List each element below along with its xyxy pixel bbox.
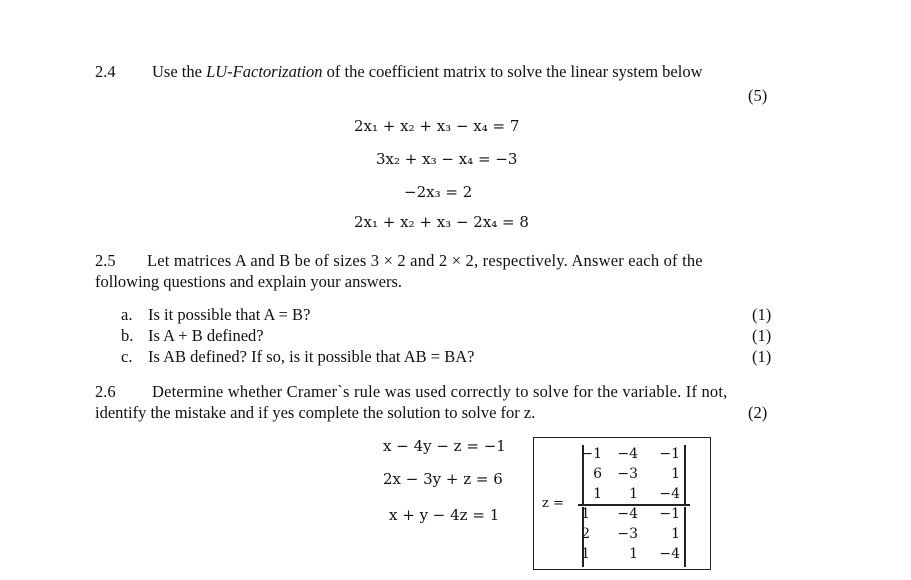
den-cell-1-2: −4 <box>617 506 638 522</box>
q26-system-1: x − 4y − z = −1 <box>383 437 506 455</box>
num-cell-1-2: −4 <box>617 446 638 462</box>
num-cell-1-1: −1 <box>581 446 602 462</box>
den-cell-1-1: 1 <box>581 506 590 522</box>
cramer-box <box>533 437 711 570</box>
den-cell-2-1: 2 <box>581 526 590 542</box>
den-cell-2-3: 1 <box>671 526 680 542</box>
den-cell-1-3: −1 <box>659 506 680 522</box>
q26-number: 2.6 <box>95 382 116 401</box>
numerator-right-bar <box>684 445 686 505</box>
q26-line-1: Determine whether Cramer`s rule was used correctly to solve for the variable. If not, <box>152 382 728 401</box>
num-cell-3-3: −4 <box>659 486 680 502</box>
num-cell-2-1: 6 <box>593 466 602 482</box>
q24-number: 2.4 <box>95 62 116 81</box>
q25-line-2: following questions and explain your answers. <box>95 272 403 291</box>
num-cell-1-3: −1 <box>659 446 680 462</box>
q26-marks: (2) <box>748 403 768 422</box>
den-cell-3-3: −4 <box>659 546 680 562</box>
q25-item-b-marks: (1) <box>752 326 772 345</box>
q25-item-a-label: a. <box>121 305 133 324</box>
num-cell-3-2: 1 <box>629 486 638 502</box>
q24-prompt <box>152 62 703 82</box>
q26-system-3: x + y − 4z = 1 <box>389 506 500 524</box>
z-label: z = <box>542 496 564 511</box>
q26-line-2: identify the mistake and if yes complete the solution to solve for z. <box>95 403 536 422</box>
num-cell-2-2: −3 <box>617 466 638 482</box>
q24-text-after: of the coefficient matrix to solve the linear system below <box>322 62 703 81</box>
q25-item-c-label: c. <box>121 347 133 366</box>
denominator-right-bar <box>684 507 686 567</box>
q24-equation-2: 3x₂ + x₃ − x₄ = −3 <box>376 150 518 168</box>
q24-marks: (5) <box>748 86 768 105</box>
num-cell-3-1: 1 <box>593 486 602 502</box>
q24-equation-4: 2x₁ + x₂ + x₃ − 2x₄ = 8 <box>354 213 529 231</box>
q25-item-b-label: b. <box>121 326 134 345</box>
q25-line-1: Let matrices A and B be of sizes 3 × 2 and 2 × 2, respectively. Answer each of the <box>147 251 703 270</box>
den-cell-3-2: 1 <box>629 546 638 562</box>
den-cell-2-2: −3 <box>617 526 638 542</box>
q25-item-c-marks: (1) <box>752 347 772 366</box>
q25-item-a-text: Is it possible that A = B? <box>148 305 311 324</box>
q25-item-c-text: Is AB defined? If so, is it possible that AB = BA? <box>148 347 475 366</box>
q24-text-italic: LU-Factorization <box>206 62 323 81</box>
q24-equation-3: −2x₃ = 2 <box>404 183 473 201</box>
den-cell-3-1: 1 <box>581 546 590 562</box>
q24-text-before: Use the <box>152 62 207 81</box>
q25-item-a-marks: (1) <box>752 305 772 324</box>
q25-item-b-text: Is A + B defined? <box>148 326 264 345</box>
q25-number: 2.5 <box>95 251 116 270</box>
q26-system-2: 2x − 3y + z = 6 <box>383 470 503 488</box>
num-cell-2-3: 1 <box>671 466 680 482</box>
q24-equation-1: 2x₁ + x₂ + x₃ − x₄ = 7 <box>354 117 520 135</box>
